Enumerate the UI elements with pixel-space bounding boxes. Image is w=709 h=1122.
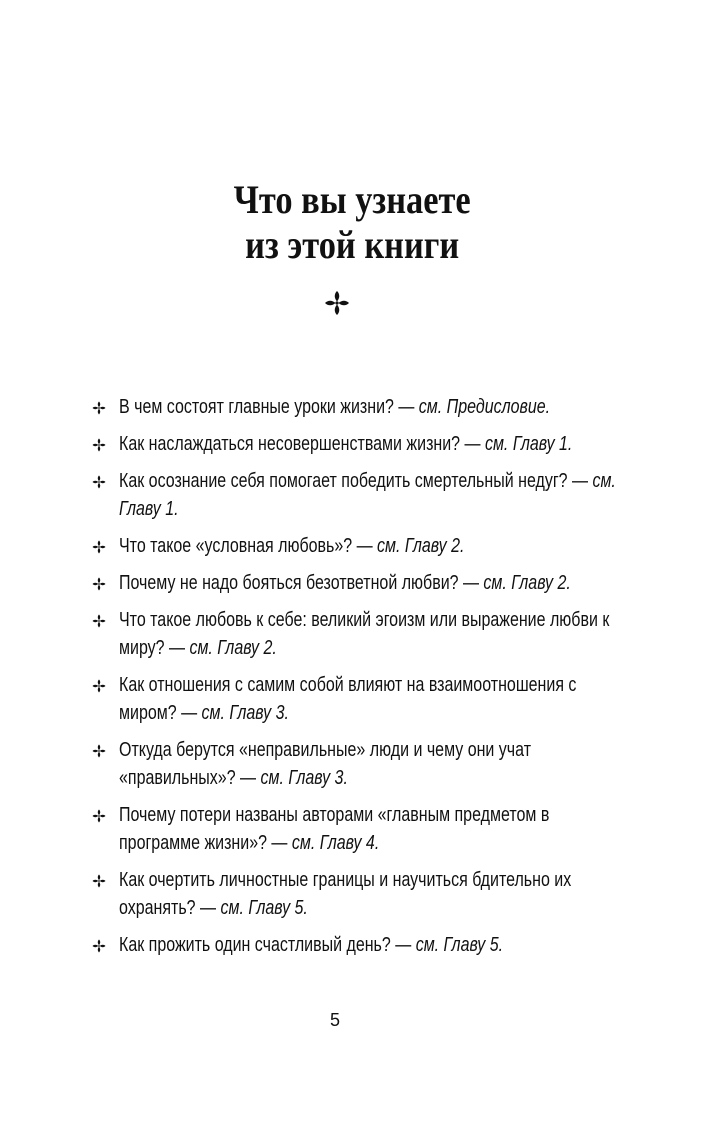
list-item (90, 393, 650, 421)
four-petal-fleuron-icon (324, 290, 350, 316)
list-item (90, 430, 650, 458)
item-question: Как наслаждаться несовершенствами жизни? — (119, 433, 485, 455)
four-petal-fleuron-icon (92, 679, 106, 693)
item-chapter-ref: см. Предисловие. (418, 396, 551, 418)
item-question: Как прожить один счастливый день? — (119, 934, 416, 956)
item-chapter-ref: см. Главу 3. (260, 767, 348, 789)
four-petal-fleuron-icon (92, 438, 106, 452)
item-chapter-ref: см. Главу 5. (415, 934, 504, 956)
item-question: Почему потери названы авторами «главным предметом в программе жизни»? — (119, 804, 550, 854)
item-question: Почему не надо бояться безответной любви? — (119, 572, 484, 594)
item-chapter-ref: см. Главу 4. (291, 832, 380, 854)
list-item (90, 866, 650, 922)
four-petal-fleuron-icon (92, 475, 106, 489)
four-petal-fleuron-icon (92, 401, 106, 415)
list-item (90, 532, 650, 560)
item-question: Как очертить личностные границы и научиться бдительно их охранять? — (119, 869, 572, 919)
item-chapter-ref: см. Главу 1. (119, 470, 616, 520)
list-item (90, 931, 650, 959)
item-question: Что такое «условная любовь»? — (119, 535, 378, 557)
title-line-2: из этой книги (245, 221, 460, 267)
item-chapter-ref: см. Главу 2. (189, 637, 277, 659)
four-petal-fleuron-icon (92, 577, 106, 591)
four-petal-fleuron-icon (92, 809, 106, 823)
four-petal-fleuron-icon (92, 874, 106, 888)
contents-question-list (90, 393, 650, 968)
item-question: Как отношения с самим собой влияют на взаимоотношения с миром? — (119, 674, 577, 724)
item-chapter-ref: см. Главу 3. (201, 702, 289, 724)
four-petal-fleuron-icon (92, 614, 106, 628)
four-petal-fleuron-icon (92, 939, 106, 953)
list-item (90, 467, 650, 523)
item-question: Откуда берутся «неправильные» люди и чему они учат «правильных»? — (119, 739, 532, 789)
item-question: В чем состоят главные уроки жизни? — (119, 396, 419, 418)
item-question: Как осознание себя помогает победить смертельный недуг? — (119, 470, 593, 492)
item-chapter-ref: см. Главу 5. (220, 897, 308, 919)
list-item (90, 606, 650, 662)
list-item (90, 569, 650, 597)
item-chapter-ref: см. Главу 2. (377, 535, 465, 557)
page-number: 5 (329, 1010, 340, 1030)
list-item (90, 736, 650, 792)
list-item (90, 671, 650, 727)
item-question: Что такое любовь к себе: великий эгоизм или выражение любви к миру? — (119, 609, 610, 659)
title-line-1: Что вы узнаете (233, 176, 471, 222)
list-item (90, 801, 650, 857)
four-petal-fleuron-icon (92, 744, 106, 758)
item-chapter-ref: см. Главу 2. (483, 572, 571, 594)
page-title (47, 177, 657, 267)
item-chapter-ref: см. Главу 1. (484, 433, 573, 455)
four-petal-fleuron-icon (92, 540, 106, 554)
